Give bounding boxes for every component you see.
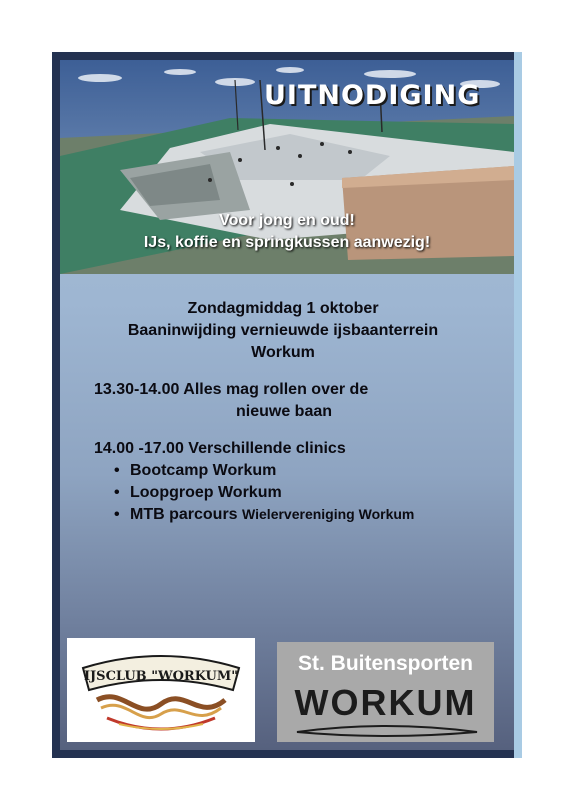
clinic-list-item <box>114 506 414 524</box>
event-date: Zondagmiddag 1 oktober <box>187 300 379 317</box>
ijsclub-workum-logo <box>67 638 255 742</box>
ijsclub-logo-text: IJSCLUB "WORKUM" <box>83 669 239 684</box>
buitensporten-title: St. Buitensporten <box>297 652 473 675</box>
schedule-item-2: 14.00 -17.00 Verschillende clinics <box>94 440 346 457</box>
clinic-label: Bootcamp Workum <box>130 462 277 479</box>
event-location: Workum <box>251 344 315 361</box>
event-description: Baaninwijding vernieuwde ijsbaanterrein <box>127 322 439 339</box>
clinic-label: Loopgroep Workum <box>130 484 282 501</box>
skatepark-illustration <box>60 60 514 274</box>
buitensporten-workum: WORKUM <box>294 682 477 723</box>
tagline-line-1: Voor jong en oud! <box>219 212 355 229</box>
invitation-poster <box>52 52 514 758</box>
schedule-item-1: 13.30-14.00 Alles mag rollen over de <box>94 381 369 398</box>
clinic-list-item <box>114 462 276 480</box>
bullet-dot: • <box>114 506 120 523</box>
bullet-dot: • <box>114 462 120 479</box>
blade-swoosh-icon <box>277 722 494 742</box>
clinic-label: MTB parcours <box>130 506 238 523</box>
clinic-organizer: Wielervereniging Workum <box>242 506 415 522</box>
headline-uitnodiging: UITNODIGING <box>264 80 481 111</box>
tagline-line-2: IJs, koffie en springkussen aanwezig! <box>143 234 431 251</box>
clinic-list-item <box>114 484 282 502</box>
schedule-item-1-continuation: nieuwe baan <box>236 403 333 420</box>
bullet-dot: • <box>114 484 120 501</box>
st-buitensporten-workum-logo <box>277 642 494 742</box>
